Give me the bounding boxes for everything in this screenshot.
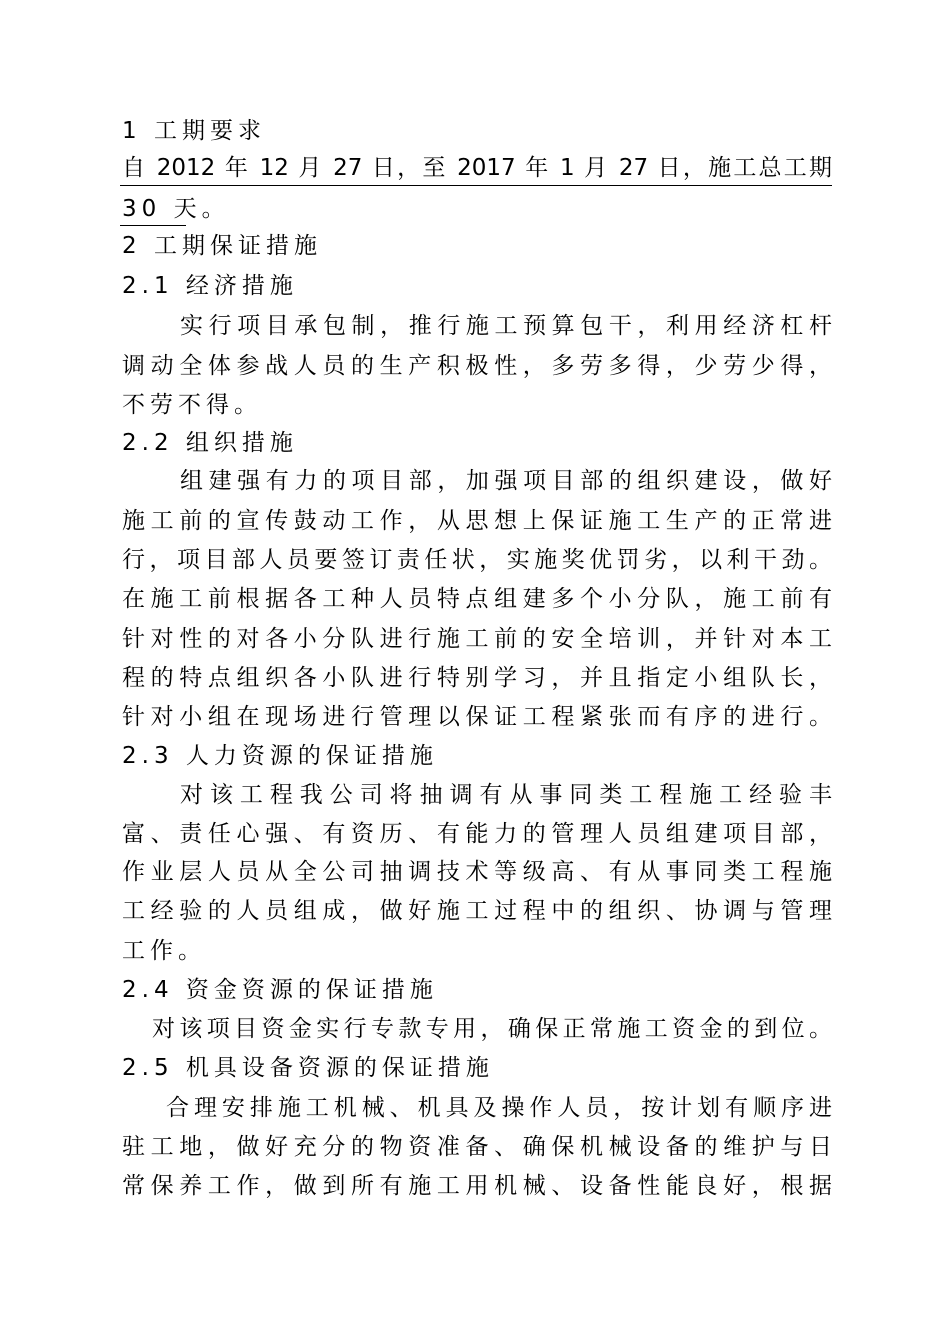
paragraph-line: 组建强有力的项目部，加强项目部的组织建设，做好 <box>180 468 832 494</box>
paragraph-line: 作业层人员从全公司抽调技术等级高、有从事同类工程施 <box>122 859 832 885</box>
underline-rule <box>120 185 832 186</box>
paragraph-line: 合理安排施工机械、机具及操作人员，按计划有顺序进 <box>166 1095 832 1121</box>
paragraph-line: 工作。 <box>122 938 206 964</box>
paragraph-line: 行，项目部人员要签订责任状，实施奖优罚劣，以利干劲。 <box>122 547 832 573</box>
paragraph-line: 调动全体参战人员的生产积极性，多劳多得，少劳少得， <box>122 353 832 379</box>
heading-2-3: 2.3 人力资源的保证措施 <box>122 743 438 769</box>
paragraph-line: 富、责任心强、有资历、有能力的管理人员组建项目部， <box>122 821 832 847</box>
paragraph-line: 工经验的人员组成，做好施工过程中的组织、协调与管理 <box>122 898 832 924</box>
paragraph-line: 对该工程我公司将抽调有从事同类工程施工经验丰 <box>180 782 832 808</box>
paragraph-line: 针对小组在现场进行管理以保证工程紧张而有序的进行。 <box>122 704 832 730</box>
paragraph-line: 常保养工作，做到所有施工用机械、设备性能良好，根据 <box>122 1173 832 1199</box>
paragraph-line: 针对性的对各小分队进行施工前的安全培训，并针对本工 <box>122 626 832 652</box>
heading-2-1: 2.1 经济措施 <box>122 273 298 299</box>
heading-2-4: 2.4 资金资源的保证措施 <box>122 977 438 1003</box>
heading-2-5: 2.5 机具设备资源的保证措施 <box>122 1055 494 1081</box>
underline-rule <box>120 225 186 226</box>
heading-2: 2 工期保证措施 <box>122 233 322 259</box>
paragraph-line: 程的特点组织各小队进行特别学习，并且指定小组队长， <box>122 665 832 691</box>
paragraph-line: 施工前的宣传鼓动工作，从思想上保证施工生产的正常进 <box>122 508 832 534</box>
paragraph-line: 30 天。 <box>122 196 230 222</box>
heading-1: 1 工期要求 <box>122 118 266 144</box>
paragraph-line: 对该项目资金实行专款专用，确保正常施工资金的到位。 <box>152 1016 832 1042</box>
paragraph-line: 驻工地，做好充分的物资准备、确保机械设备的维护与日 <box>122 1134 832 1160</box>
heading-2-2: 2.2 组织措施 <box>122 430 298 456</box>
paragraph-line: 不劳不得。 <box>122 392 262 418</box>
paragraph-line: 自 2012 年 12 月 27 日，至 2017 年 1 月 27 日，施工总工期 <box>122 155 832 181</box>
paragraph-line: 实行项目承包制，推行施工预算包干，利用经济杠杆 <box>180 313 832 339</box>
paragraph-line: 在施工前根据各工种人员特点组建多个小分队，施工前有 <box>122 586 832 612</box>
